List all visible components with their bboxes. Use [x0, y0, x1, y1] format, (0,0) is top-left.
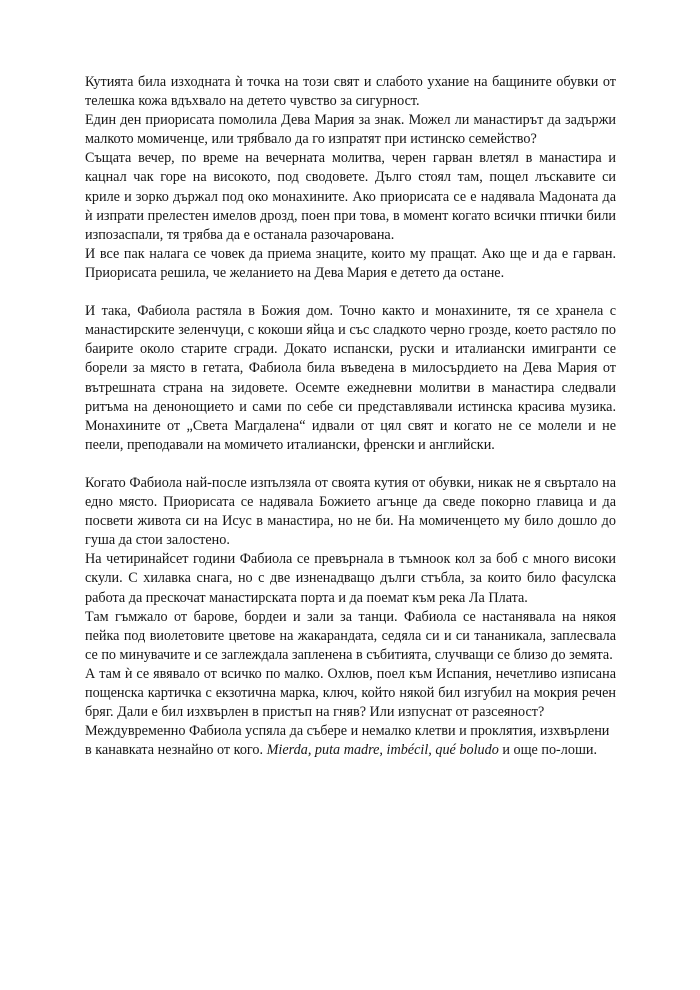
- curses-intro-text: Междувременно Фабиола успяла да събере и немалко клетви и проклятия, изхвърлени в канавката незнайно от кого.: [85, 723, 610, 759]
- paragraph-curses: [85, 722, 616, 760]
- curses-italic-text: Mierda, puta madre, imbécil, qué boludo: [266, 742, 499, 759]
- curses-closing-text: и още по-лоши.: [498, 742, 598, 759]
- paragraph-growing-up: И така, Фабиола растяла в Божия дом. Точно както и монахините, тя се хранела с манастирските зеленчуци, с кокоши яйца и със сладкото черно грозде, което растяло по баирите около старите сгради. Докато испански, руски и италиански имигранти се борели за място в гетата, Фабиола била въведена в милосърдието на Дева Мария от вътрешната страна на зидовете. Осемте ежедневни молитви в манастира следвали ритъма на денонощието и сами по себе си представлявали истинска красива музика. Монахините от „Света Магдалена“ идвали от цял свят и когато не се молели и не пеели, преподавали на момичето италиански, френски и английски.: [85, 303, 616, 453]
- paragraph-accept-signs: И все пак налага се човек да приема знаците, които му пращат. Ако ще и да е гарван. Приорисата решила, че желанието на Дева Мария е детето да остане.: [85, 245, 616, 281]
- paragraph-leaving-box: Когато Фабиола най-после изпълзяла от своята кутия от обувки, никак не я свъртало на едно място. Приорисата се надявала Божието агънце да сведе покорно главица и да посвети живота си на Исус в манастира, но не би. На момиченцето му било дошло до гуша да стои залостено.: [85, 474, 616, 549]
- paragraph-raven: Същата вечер, по време на вечерната молитва, черен гарван влетял в манастира и кацнал чак горе на високото, под сводовете. Дълго стоял там, пощел лъскавите си криле и зорко държал под око монахините. Ако приорисата се е надявала Мадоната да ѝ изпрати прелестен имелов дрозд, поен при това, в момент когато всички птички били изпозаспали, тя трябва да е останала разочарована.: [85, 150, 616, 243]
- paragraph-sign-request: Един ден приорисата помолила Дева Мария за знак. Можел ли манастирът да задържи малкото момиченце, или трябвало да го изпратят при истинско семейство?: [85, 112, 616, 148]
- paragraph-found-objects: А там ѝ се явявало от всичко по малко. Охлюв, поел към Испания, нечетливо изписана пощенска картичка с екзотична марка, ключ, който някой бил изгубил на мокрия речен бряг. Дали е бил изхвърлен в пристъп на гняв? Или изпуснат от разсеяност?: [85, 665, 616, 721]
- body-text: [85, 73, 616, 760]
- paragraph-box-origin: Кутията била изходната ѝ точка на този свят и слабото ухание на бащините обувки от телешка кожа вдъхвало на детето чувство за сигурност.: [85, 74, 616, 110]
- paragraph-gap: [85, 455, 616, 474]
- paragraph-river-bars: Там гъмжало от барове, бордеи и зали за танци. Фабиола се настанявала на някоя пейка под виолетовите цветове на жакарандата, седяла си и си тананикала, заплесвала се по минувачите и се заглеждала запленена в събитията, случващи се близо до земята.: [85, 608, 616, 663]
- paragraph-gap: [85, 283, 616, 302]
- paragraph-fourteen: На четиринайсет години Фабиола се превърнала в тъмноок кол за боб с много високи скули. С хилавка снага, но с две изненадващо дълги стъбла, за които било фасулска работа да прескочат манастирската порта и да поемат към река Ла Плата.: [85, 551, 616, 606]
